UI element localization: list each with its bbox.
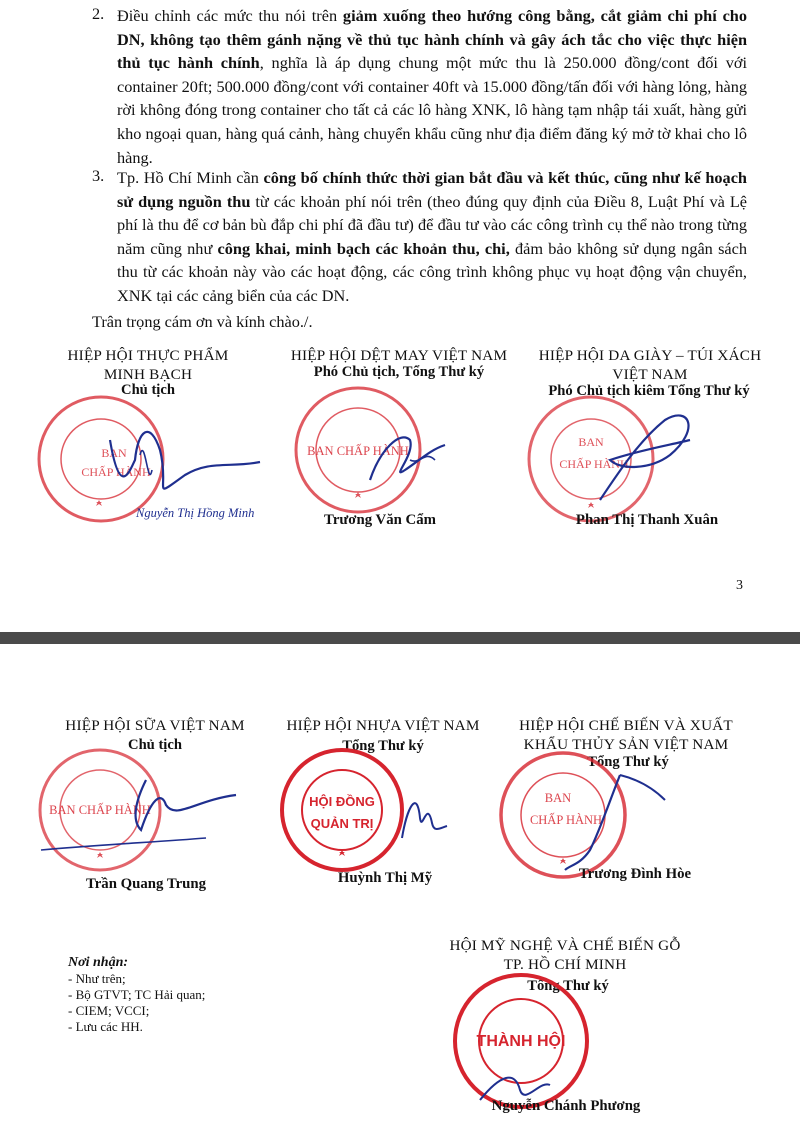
item-2-paragraph bbox=[117, 4, 747, 169]
signatory-role: Phó Chủ tịch, Tổng Thư ký bbox=[313, 364, 485, 380]
item-3-number: 3. bbox=[92, 166, 105, 185]
signatory-org: HIỆP HỘI DỆT MAY VIỆT NAM bbox=[290, 347, 508, 364]
signatory-role: Tổng Thư ký bbox=[342, 738, 424, 754]
signature-icon bbox=[360, 420, 460, 490]
signatory-role: Chủ tịch bbox=[121, 382, 175, 398]
signatory-name: Huỳnh Thị Mỹ bbox=[337, 870, 433, 886]
page-number: 3 bbox=[736, 578, 743, 593]
signatory-role: Chủ tịch bbox=[128, 737, 182, 753]
handwritten-name: Nguyễn Thị Hồng Minh bbox=[136, 506, 255, 520]
recipient-item: - CIEM; VCCI; bbox=[68, 1003, 150, 1018]
body-text: từ các khoản phí nói trên (theo đúng quy định của Điều 8, Luật Phí và Lệ phí là thu để cơ bản bù đắp chi phí đã đầu tư) để đầu tư vào các công trình cụ thể nào trong từng năm cũng như bbox=[117, 191, 747, 258]
emphasis-text: công bố chính thức thời gian bắt đầu và kết thúc, cũng như kế hoạch sử dụng nguồn thu bbox=[117, 168, 747, 211]
signatory-org: HỘI MỸ NGHỆ VÀ CHẾ BIẾN GỖ TP. HỒ CHÍ MINH bbox=[449, 937, 681, 973]
signatory-org: HIỆP HỘI DA GIÀY – TÚI XÁCH VIỆT NAM bbox=[538, 347, 762, 383]
signature-icon bbox=[36, 760, 246, 860]
signatory-org: HIỆP HỘI THỰC PHẨM MINH BẠCH bbox=[67, 347, 229, 383]
svg-text:CHẤP HÀNH: CHẤP HÀNH bbox=[81, 465, 151, 479]
signatory-role: Tổng Thư ký bbox=[587, 754, 669, 770]
body-text: Tp. Hồ Chí Minh cần bbox=[117, 168, 264, 187]
svg-text:BAN: BAN bbox=[578, 435, 604, 449]
svg-text:BAN: BAN bbox=[544, 791, 572, 805]
body-text: đảm bảo không sử dụng ngân sách thu từ các khoản này vào các hoạt động, các công trình không phục vụ hoạt động vận chuyển, XNK tại các cảng biển của các DN. bbox=[117, 238, 747, 305]
body-text: , nghĩa là áp dụng chung một mức thu là 250.000 đồng/cont đối với container 20ft; 500.000 đồng/cont với container 40ft và 15.000 đồng/tấn đối với hàng lỏng, hàng rời không đóng trong container cho tất cả các lô hàng XNK, lô hàng tạm nhập tái xuất, hàng gửi kho ngoại quan, hàng quá cảnh, hàng chuyển khẩu cũng như địa điểm đăng ký mở tờ khai cho lô hàng. bbox=[117, 53, 747, 167]
signatory-org: HIỆP HỘI CHẾ BIẾN VÀ XUẤT KHẨU THỦY SẢN VIỆT NAM bbox=[519, 717, 733, 753]
signatory-name: Trần Quang Trung bbox=[85, 876, 207, 892]
signatory-role: Phó Chủ tịch kiêm Tổng Thư ký bbox=[548, 383, 750, 399]
svg-text:CHẤP HÀNH: CHẤP HÀNH bbox=[559, 457, 629, 471]
closing-line: Trân trọng cám ơn và kính chào./. bbox=[92, 312, 313, 331]
svg-text:THÀNH HỘI: THÀNH HỘI bbox=[476, 1033, 566, 1050]
signature-icon bbox=[90, 400, 270, 510]
svg-text:BAN CHẤP HÀNH: BAN CHẤP HÀNH bbox=[307, 444, 409, 458]
signature-icon bbox=[392, 778, 452, 848]
page-divider bbox=[0, 632, 800, 644]
emphasis-text: công khai, minh bạch các khoản thu, chi, bbox=[217, 238, 510, 258]
recipient-item: - Bộ GTVT; TC Hải quan; bbox=[68, 987, 206, 1002]
emphasis-text: giảm xuống theo hướng công bằng, cắt giảm chi phí cho DN, không tạo thêm gánh nặng về thủ tục hành chính và gây ách tắc cho việc thực hiện thủ tục hành chính bbox=[117, 6, 747, 73]
body-text: Điều chỉnh các mức thu nói trên bbox=[117, 6, 343, 25]
signatory-name: Trương Đình Hòe bbox=[578, 866, 692, 882]
signatory-org: HIỆP HỘI NHỰA VIỆT NAM bbox=[286, 717, 480, 734]
signature-icon bbox=[580, 400, 710, 510]
item-2-number: 2. bbox=[92, 4, 105, 23]
svg-text:HỘI ĐỒNG: HỘI ĐỒNG bbox=[309, 794, 375, 809]
signatory-name: Phan Thị Thanh Xuân bbox=[575, 512, 719, 528]
signatory-name: Nguyễn Chánh Phương bbox=[491, 1098, 641, 1114]
signatory-role: Tổng Thư ký bbox=[527, 978, 609, 994]
recipient-item: - Lưu các HH. bbox=[68, 1019, 143, 1034]
recipient-item: - Như trên; bbox=[68, 971, 126, 986]
item-3-paragraph bbox=[117, 166, 747, 308]
signatory-name: Trương Văn Cẩm bbox=[324, 512, 436, 528]
svg-text:CHẤP HÀNH: CHẤP HÀNH bbox=[529, 813, 603, 827]
svg-text:BAN: BAN bbox=[101, 446, 127, 460]
recipients-heading: Nơi nhận: bbox=[68, 955, 129, 970]
svg-text:BAN CHẤP HÀNH: BAN CHẤP HÀNH bbox=[49, 803, 151, 817]
association-stamp bbox=[276, 744, 408, 876]
svg-text:QUẢN TRỊ: QUẢN TRỊ bbox=[310, 816, 374, 831]
signature-icon bbox=[560, 760, 680, 880]
recipients-block bbox=[68, 955, 205, 1035]
signatory-org: HIỆP HỘI SỮA VIỆT NAM bbox=[65, 717, 245, 734]
